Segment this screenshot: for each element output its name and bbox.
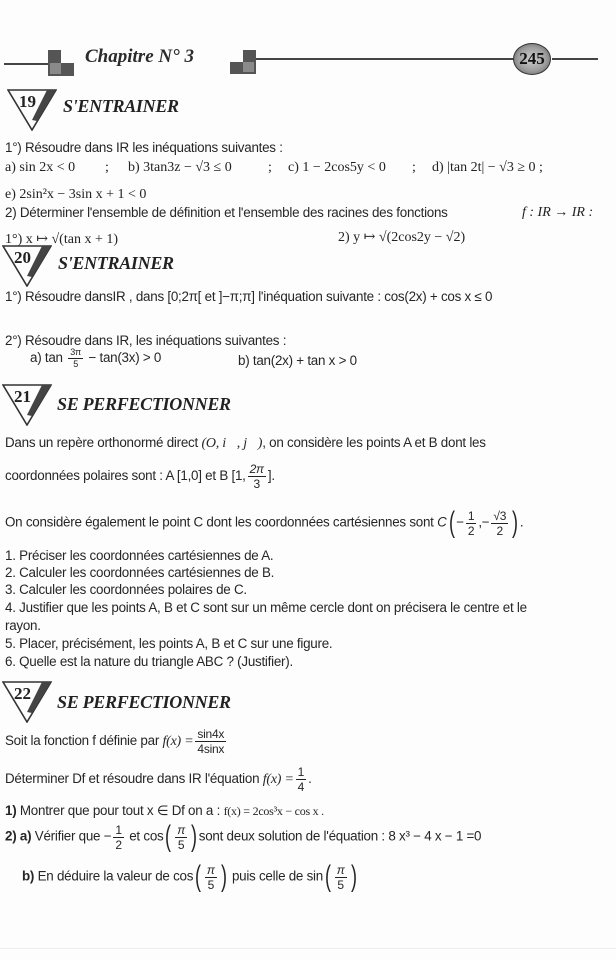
fraction: $\frac{2\pi}{3}$	[249, 462, 264, 491]
fraction: $\frac{1}{2}$	[115, 822, 122, 852]
header-rule-middle	[256, 58, 514, 60]
fraction: $\frac{\sin 4x}{4\sin x}$	[197, 727, 225, 756]
header-square-ornament-right	[230, 50, 256, 74]
exercise-number: 20	[14, 248, 31, 267]
s19-q1-d: d) |tan 2t| − √3 ≥ 0 ;	[432, 160, 543, 175]
fraction: $\frac{1}{2}$	[467, 508, 475, 538]
s20-q2-intro: 2°) Résoudre dans IR, les inéquations suivantes :	[5, 333, 287, 348]
s19-q2-f1: 1°) x ↦ √(tan x + 1)	[5, 232, 118, 247]
page-bottom-edge	[0, 948, 616, 949]
s22-definition: Soit la fonction f définie par f(x) = $\frac{\sin 4x}{4\sin x}$	[5, 727, 225, 756]
section-title: S'ENTRAINER	[63, 96, 179, 116]
fraction: $\frac{\pi}{5}$	[177, 822, 186, 852]
fraction: $\frac{1}{4}$	[297, 765, 305, 794]
fraction: $\frac{\pi}{5}$	[336, 862, 345, 892]
s19-q1-sep1: ;	[105, 160, 109, 175]
s21-question-4: 4. Justifier que les points A, B et C sont sur un même cercle dont on précisera le centre et le	[5, 600, 527, 615]
s19-q2-intro: 2) Déterminer l'ensemble de définition et l'ensemble des racines des fonctions	[5, 205, 448, 220]
s20-q2-b: b) tan(2x) + tan x > 0	[238, 353, 357, 368]
s19-q2-f2: 2) y ↦ √(2cos2y − √2)	[338, 230, 466, 245]
s22-q2a: 2) a) Vérifier que − $\frac{1}{2}$ et cos( $\frac{\pi}{5}$ ) sont deux solution de l'équation : 8 x³ − 4 x − 1 =0	[5, 820, 482, 853]
exercise-badge-21	[2, 384, 52, 426]
header-rule-left	[4, 63, 50, 65]
exercise-badge-22	[2, 681, 52, 723]
exercise-badge-20	[2, 245, 52, 287]
fraction: $\frac{\pi}{5}$	[206, 862, 215, 892]
s20-q1: 1°) Résoudre dansIR , dans [0;2π[ et ]−π;π] l'inéquation suivante : cos(2x) + cos x ≤ 0	[5, 289, 493, 304]
s21-intro-line2: coordonnées polaires sont : A [1,0] et B [1, $\frac{2\pi}{3}$ ].	[5, 462, 275, 491]
s21-intro-line3: On considère également le point C dont les coordonnées cartésiennes sont C( − $\frac{1}{2}$ ,− $\frac{√3}{2}$ ) .	[5, 506, 524, 539]
exercise-number: 22	[14, 684, 31, 703]
s21-question-5: 5. Placer, précisément, les points A, B et C sur une figure.	[5, 636, 333, 651]
exercise-number: 21	[14, 387, 31, 406]
section-title: SE PERFECTIONNER	[57, 692, 231, 712]
fraction: $\frac{√3}{2}$	[493, 508, 507, 538]
s21-question-2: 2. Calculer les coordonnées cartésiennes de B.	[5, 565, 275, 580]
s22-domain-line: Déterminer Df et résoudre dans IR l'équation f(x) = $\frac{1}{4}$ .	[5, 765, 312, 794]
s19-q1-a: a) sin 2x < 0	[5, 160, 76, 175]
s22-q1: 1) Montrer que pour tout x ∈ Df on a : f(x) = 2cos³x − cos x .	[5, 803, 324, 818]
s19-q1-intro: 1°) Résoudre dans IR les inéquations suivantes :	[5, 140, 283, 155]
s21-question-3: 3. Calculer les coordonnées polaires de C.	[5, 582, 247, 597]
s19-q1-e: e) 2sin²x − 3sin x + 1 < 0	[5, 187, 147, 202]
s21-intro-line1: Dans un repère orthonormé direct (O, i⃗, j⃗), on considère les points A et B dont les	[5, 435, 486, 451]
page-number: 245	[519, 49, 545, 68]
s20-q2-a: a) tan $\frac{3\pi}{5}$ − tan(3x) > 0	[30, 347, 162, 369]
header-rule-right	[552, 58, 598, 60]
page-number-badge	[513, 43, 551, 75]
fraction: $\frac{3\pi}{5}$	[70, 347, 81, 369]
s19-q1-sep3: ;	[412, 160, 416, 175]
s21-question-1: 1. Préciser les coordonnées cartésiennes de A.	[5, 548, 274, 563]
s21-question-6: 6. Quelle est la nature du triangle ABC ? (Justifier).	[5, 654, 293, 669]
frame-notation: (O, i⃗, j⃗)	[201, 436, 263, 451]
exercise-badge-19	[7, 89, 57, 131]
chapter-title: Chapitre N° 3	[85, 46, 194, 67]
section-title: SE PERFECTIONNER	[57, 394, 231, 414]
s19-q2-map: f : IR → IR :	[522, 205, 594, 220]
section-title: S'ENTRAINER	[58, 253, 174, 273]
s19-q1-c: c) 1 − 2cos5y < 0	[288, 160, 386, 175]
s19-q1-sep2: ;	[268, 160, 272, 175]
s21-question-4-cont: rayon.	[5, 618, 41, 633]
exercise-number: 19	[19, 92, 36, 111]
s19-q1-b: b) 3tan3z − √3 ≤ 0	[128, 160, 232, 175]
s22-q2b: b) En déduire la valeur de cos( $\frac{\pi}{5}$ ) puis celle de sin( $\frac{\pi}{5}$ )	[22, 860, 357, 893]
header-square-ornament-left	[48, 50, 74, 76]
